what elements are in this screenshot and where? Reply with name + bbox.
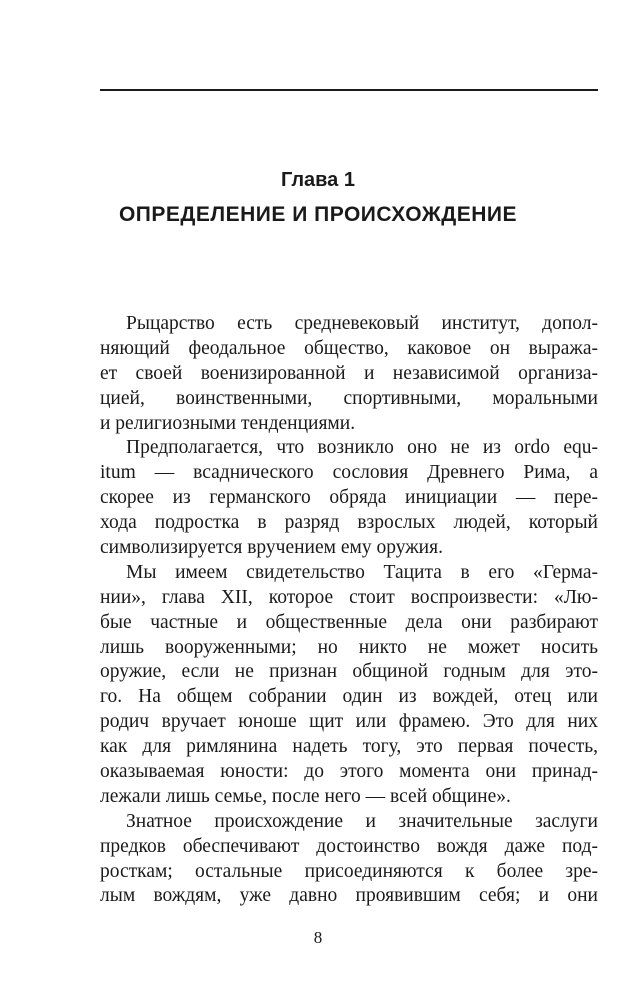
text-line: оказываемая юности: до этого момента они принад- [100, 761, 598, 783]
text-line: лым вождям, уже давно проявившим себя; и они [100, 885, 598, 907]
text-line: бые частные и общественные дела они разбирают [100, 611, 598, 633]
text-line: родич вручает юноше щит или фрамею. Это для них [100, 711, 598, 733]
text-line: хода подростка в разряд взрослых людей, который [100, 512, 598, 534]
body-text [100, 312, 598, 909]
text-line: Рыцарство есть средневековый институт, допол- [126, 313, 598, 334]
page-number: 8 [313, 928, 323, 947]
text-line: нии», глава XII, которое стоит воспроизвести: «Лю- [100, 586, 598, 608]
text-line: Знатное происхождение и значительные заслуги [126, 810, 598, 832]
chapter-label: Глава 1 [280, 169, 355, 191]
text-line: лежали лишь семье, после него — всей общине». [100, 785, 511, 807]
header-rule [100, 89, 598, 91]
chapter-title: ОПРЕДЕЛЕНИЕ И ПРОИСХОЖДЕНИЕ [118, 203, 518, 226]
text-line: оружие, если не признан общиной годным для это- [100, 661, 598, 683]
text-line: ет своей военизированной и независимой организа- [100, 362, 598, 384]
text-line: Предполагается, что возникло оно не из ordo equ- [126, 437, 598, 459]
text-line: предков обеспечивают достоинство вождя даже под- [100, 835, 598, 857]
text-line: как для римлянина надеть тогу, это первая почесть, [100, 736, 598, 758]
text-line: скорее из германского обряда инициации — пере- [100, 487, 598, 509]
text-line: itum — всаднического сословия Древнего Рима, а [100, 462, 598, 484]
text-line: Мы имеем свидетельство Тацита в его «Герма- [126, 561, 598, 583]
text-line: цией, воинственными, спортивными, моральными [100, 387, 598, 409]
text-line: росткам; остальные присоединяются к более зре- [100, 860, 598, 882]
text-line: символизируется вручением ему оружия. [100, 537, 443, 559]
text-line: лишь вооруженными; но никто не может носить [100, 636, 598, 658]
text-line: и религиозными тенденциями. [100, 412, 356, 434]
text-line: го. На общем собрании один из вождей, отец или [100, 686, 598, 708]
text-line: няющий феодальное общество, каковое он выража- [100, 337, 598, 359]
